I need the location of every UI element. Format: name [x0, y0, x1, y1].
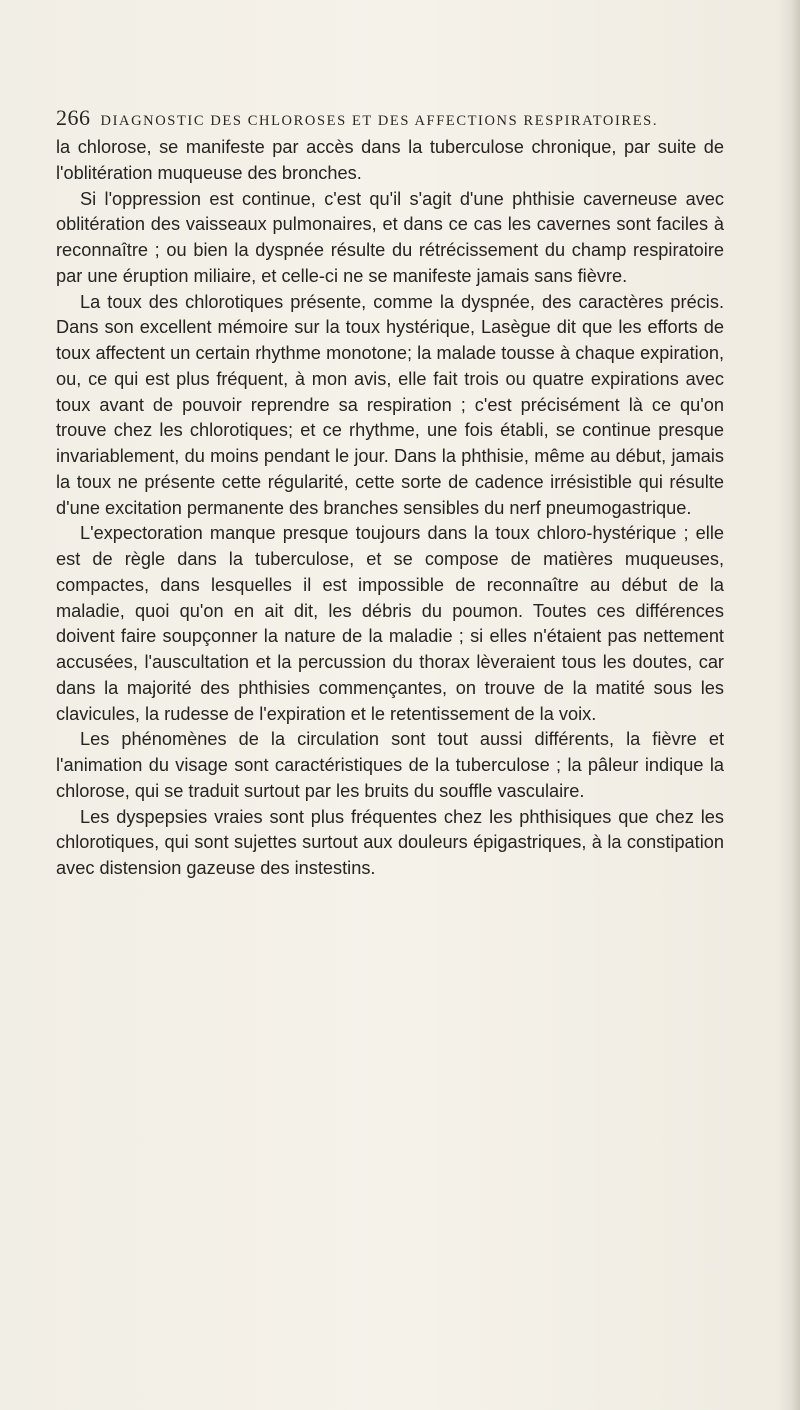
- paragraph-expectoration: L'expectoration manque presque toujours dans la toux chloro-hystérique ; elle est de règle dans la tuberculose, et se compose de matières muqueuses, compactes, dans lesquelles il est impossible de reconnaître au début de la maladie, quoi qu'on en ait dit, les débris du poumon. Toutes ces différences doivent faire soupçonner la nature de la maladie ; si elles n'étaient pas nettement accusées, l'auscultation et la percussion du thorax lèveraient tous les doutes, car dans la majorité des phthisies commençantes, on trouve de la matité sous les clavicules, la rudesse de l'expiration et le retentissement de la voix.: [56, 523, 724, 724]
- paragraph-continuation: la chlorose, se manifeste par accès dans la tuberculose chronique, par suite de l'oblitération muqueuse des bronches.: [56, 137, 724, 183]
- page-number: 266: [56, 105, 91, 130]
- page-edge-shadow: [778, 0, 800, 1410]
- running-head: [56, 105, 756, 131]
- body-text: [56, 135, 724, 882]
- paragraph-oppression: Si l'oppression est continue, c'est qu'il s'agit d'une phthisie caverneuse avec oblitération des vaisseaux pulmonaires, et dans ce cas les cavernes sont faciles à reconnaître ; ou bien la dyspnée résulte du rétrécissement du champ respiratoire par une éruption miliaire, et celle-ci ne se manifeste jamais sans fièvre.: [56, 188, 724, 286]
- paragraph-dyspepsies: Les dyspepsies vraies sont plus fréquentes chez les phthisiques que chez les chlorotiques, qui sont sujettes surtout aux douleurs épigastriques, à la constipation avec distension gazeuse des instestins.: [56, 806, 724, 878]
- paragraph-toux: La toux des chlorotiques présente, comme la dyspnée, des caractères précis. Dans son excellent mémoire sur la toux hystérique, Lasègue dit que les efforts de toux affectent un certain rhythme monotone; la malade tousse à chaque expiration, ou, ce qui est plus fréquent, à mon avis, elle fait trois ou quatre expirations avec toux avant de pouvoir reprendre sa respiration ; c'est précisément là ce qu'on trouve chez les chlorotiques; et ce rhythme, une fois établi, se continue presque invariablement, du moins pendant le jour. Dans la phthisie, même au début, jamais la toux ne présente cette régularité, cette sorte de cadence irrésistible qui résulte d'une excitation permanente des branches sensibles du nerf pneumogastrique.: [56, 291, 724, 518]
- running-title: DIAGNOSTIC DES CHLOROSES ET DES AFFECTIONS RESPIRATOIRES.: [100, 113, 659, 129]
- paragraph-circulation: Les phénomènes de la circulation sont tout aussi différents, la fièvre et l'animation du visage sont caractéristiques de la tuberculose ; la pâleur indique la chlorose, qui se traduit surtout par les bruits du souffle vasculaire.: [56, 729, 724, 801]
